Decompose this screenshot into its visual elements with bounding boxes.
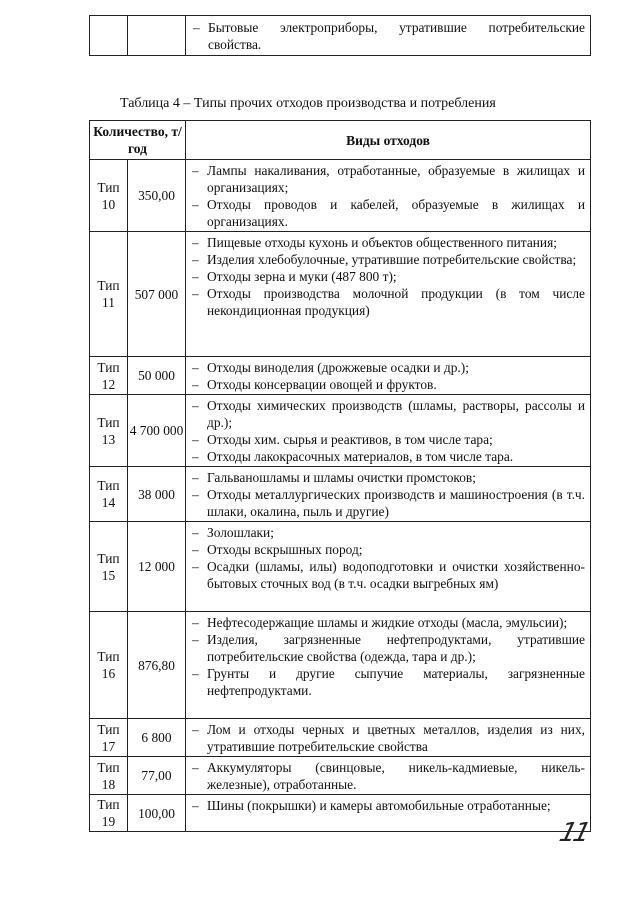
list-item: – Шины (покрышки) и камеры автомобильные отработанные; <box>192 797 585 814</box>
type-cell: Тип 13 <box>90 395 128 467</box>
table-row <box>90 395 591 467</box>
table-row <box>90 719 591 757</box>
list-item: – Отходы консервации овощей и фруктов. <box>192 376 585 393</box>
quantity-cell: 876,80 <box>128 612 186 719</box>
quantity-cell: 4 700 000 <box>128 395 186 467</box>
waste-list <box>192 469 585 520</box>
list-item: – Отходы хим. сырья и реактивов, в том числе тара; <box>192 431 585 448</box>
list-item: – Лом и отходы черных и цветных металлов, изделия из них, утратившие потребительские свойства <box>192 721 585 755</box>
type-cell: Тип 14 <box>90 467 128 522</box>
description-cell <box>186 719 591 757</box>
table-row <box>90 795 591 832</box>
list-item: – Отходы производства молочной продукции (в том числе некондиционная продукция) <box>192 285 585 319</box>
list-item: – Нефтесодержащие шламы и жидкие отходы (масла, эмульсии); <box>192 614 585 631</box>
description-cell <box>186 160 591 232</box>
description-cell <box>186 795 591 832</box>
page-number: 11 <box>556 818 591 848</box>
description-cell <box>186 232 591 357</box>
table-row <box>90 757 591 795</box>
waste-list <box>192 759 585 793</box>
waste-list <box>192 797 585 814</box>
quantity-cell: 6 800 <box>128 719 186 757</box>
list-item: – Отходы химических производств (шламы, растворы, рассолы и др.); <box>192 397 585 431</box>
list-item: – Отходы проводов и кабелей, образуемые в жилищах и организациях. <box>192 196 585 230</box>
table-row <box>90 522 591 612</box>
description-cell <box>186 395 591 467</box>
description-cell <box>186 467 591 522</box>
waste-list <box>192 721 585 755</box>
list-item: – Золошлаки; <box>192 524 585 541</box>
list-item: – Пищевые отходы кухонь и объектов общественного питания; <box>192 234 585 251</box>
previous-table-continuation <box>89 15 591 56</box>
type-cell: Тип 15 <box>90 522 128 612</box>
table-row <box>90 160 591 232</box>
quantity-cell <box>128 16 186 56</box>
list-item: – Отходы зерна и муки (487 800 т); <box>192 268 585 285</box>
type-cell <box>90 16 128 56</box>
waste-list <box>192 162 585 230</box>
description-cell <box>186 757 591 795</box>
list-item: – Аккумуляторы (свинцовые, никель-кадмиевые, никель-железные), отработанные. <box>192 759 585 793</box>
kinds-header: Виды отходов <box>186 121 591 160</box>
list-item: – Лампы накаливания, отработанные, образуемые в жилищах и организациях; <box>192 162 585 196</box>
type-cell: Тип 10 <box>90 160 128 232</box>
list-item: – Отходы виноделия (дрожжевые осадки и др.); <box>192 359 585 376</box>
list-item: – Грунты и другие сыпучие материалы, загрязненные нефтепродуктами. <box>192 665 585 699</box>
type-cell: Тип 17 <box>90 719 128 757</box>
type-cell: Тип 11 <box>90 232 128 357</box>
table-row <box>90 232 591 357</box>
waste-list <box>192 359 585 393</box>
list-item: – Бытовые электроприборы, утратившие потребительские свойства. <box>193 19 585 53</box>
table-row <box>90 612 591 719</box>
list-item: – Изделия хлебобулочные, утратившие потребительские свойства; <box>192 251 585 268</box>
quantity-header: Количество, т/год <box>90 121 186 160</box>
quantity-cell: 38 000 <box>128 467 186 522</box>
table-caption: Таблица 4 – Типы прочих отходов производства и потребления <box>120 96 496 111</box>
list-item: – Отходы лакокрасочных материалов, в том числе тара. <box>192 448 585 465</box>
waste-types-table <box>89 120 591 832</box>
table-row <box>90 467 591 522</box>
type-cell: Тип 12 <box>90 357 128 395</box>
list-item: – Гальваношламы и шламы очистки промстоков; <box>192 469 585 486</box>
table-header-row <box>90 121 591 160</box>
description-cell <box>186 612 591 719</box>
type-cell: Тип 19 <box>90 795 128 832</box>
quantity-cell: 350,00 <box>128 160 186 232</box>
quantity-cell: 50 000 <box>128 357 186 395</box>
waste-list <box>192 614 585 699</box>
waste-list <box>192 234 585 319</box>
description-cell <box>186 357 591 395</box>
table-row <box>90 16 591 56</box>
quantity-cell: 100,00 <box>128 795 186 832</box>
type-cell: Тип 16 <box>90 612 128 719</box>
quantity-cell: 507 000 <box>128 232 186 357</box>
quantity-cell: 77,00 <box>128 757 186 795</box>
description-cell <box>186 16 591 56</box>
list-item: – Отходы вскрышных пород; <box>192 541 585 558</box>
table-row <box>90 357 591 395</box>
type-cell: Тип 18 <box>90 757 128 795</box>
waste-list <box>192 524 585 592</box>
list-item: – Осадки (шламы, илы) водоподготовки и очистки хозяйственно-бытовых сточных вод (в т.ч. осадки выгребных ям) <box>192 558 585 592</box>
waste-list <box>192 397 585 465</box>
description-cell <box>186 522 591 612</box>
quantity-cell: 12 000 <box>128 522 186 612</box>
list-item: – Отходы металлургических производств и машиностроения (в т.ч. шлаки, окалина, пыль и другие) <box>192 486 585 520</box>
list-item: – Изделия, загрязненные нефтепродуктами, утратившие потребительские свойства (одежда, тара и др.); <box>192 631 585 665</box>
